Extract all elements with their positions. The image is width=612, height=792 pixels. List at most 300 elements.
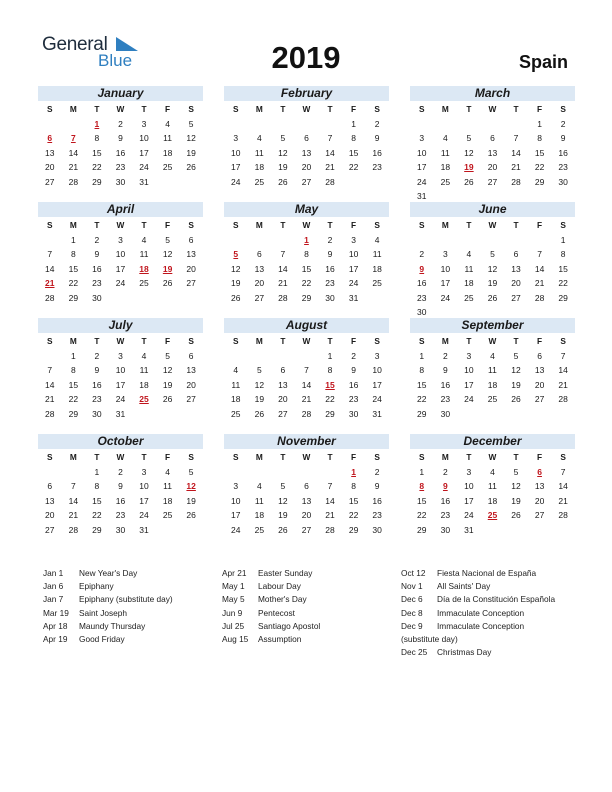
week-row: [38, 233, 203, 248]
weekday-label: T: [466, 104, 472, 115]
calendar-day: 8: [70, 365, 76, 376]
calendar-day: 9: [94, 365, 100, 376]
calendar-day: 24: [417, 176, 427, 187]
calendar-day: 20: [45, 162, 55, 173]
calendar-day: 5: [280, 133, 286, 144]
week-row: [224, 508, 389, 523]
calendar-day: 4: [233, 365, 239, 376]
holiday-date: 19: [464, 162, 474, 173]
holiday-item-date: Apr 18: [43, 620, 68, 631]
weekday-label: S: [419, 220, 425, 231]
month-july: [38, 318, 203, 421]
weekday-label: F: [351, 220, 357, 231]
holiday-item-date: Mar 19: [43, 607, 69, 618]
calendar-day: 13: [186, 365, 196, 376]
calendar-day: 19: [162, 379, 173, 390]
week-row: [38, 349, 203, 364]
calendar-day: 6: [188, 350, 194, 361]
calendar-day: 1: [70, 350, 76, 361]
month-name: June: [410, 202, 575, 217]
calendar-day: 25: [139, 278, 149, 289]
calendar-day: 3: [351, 234, 356, 245]
calendar-day: 9: [560, 133, 566, 144]
calendar-day: 9: [327, 249, 333, 260]
week-row: [410, 349, 575, 364]
calendar-day: 17: [115, 263, 126, 274]
calendar-day: 5: [188, 466, 194, 477]
calendar-day: 14: [45, 379, 55, 390]
weekday-label: M: [441, 104, 449, 115]
calendar-day: 14: [68, 495, 79, 506]
calendar-day: 30: [558, 176, 568, 187]
calendar-day: 20: [186, 263, 196, 274]
calendar-day: 13: [301, 147, 312, 158]
calendar-day: 20: [254, 278, 265, 289]
calendar-day: 22: [348, 162, 359, 173]
calendar-day: 7: [513, 133, 519, 144]
calendar-day: 15: [348, 147, 359, 158]
calendar-day: 3: [442, 249, 448, 260]
holiday-item-date: Dec 9: [401, 620, 423, 631]
calendar-day: 21: [301, 394, 312, 405]
month-february: [224, 86, 389, 189]
holiday-item: [401, 620, 571, 633]
weekday-header-row: [410, 334, 575, 349]
holiday-item-name: Maundy Thursday: [79, 620, 146, 631]
week-row: [224, 392, 389, 407]
calendar-day: 27: [301, 524, 312, 535]
calendar-day: 27: [45, 524, 55, 535]
calendar-day: 5: [490, 249, 495, 260]
calendar-day: 22: [417, 510, 427, 521]
calendar-day: 25: [487, 394, 498, 405]
calendar-day: 16: [372, 495, 382, 506]
month-name: January: [38, 86, 203, 101]
holiday-item: [222, 607, 397, 620]
calendar-day: 10: [464, 365, 474, 376]
calendar-day: 16: [115, 147, 126, 158]
calendar-day: 11: [231, 379, 241, 390]
weekday-label: M: [69, 104, 77, 115]
calendar-day: 16: [558, 147, 568, 158]
weekday-label: S: [374, 104, 380, 115]
holiday-date: 1: [304, 234, 309, 245]
weekday-label: M: [69, 452, 77, 463]
week-row: [410, 276, 575, 291]
calendar-day: 26: [278, 524, 288, 535]
calendar-day: 9: [374, 133, 380, 144]
weekday-label: T: [466, 336, 472, 347]
calendar-day: 10: [440, 263, 451, 274]
calendar-day: 7: [327, 133, 333, 144]
calendar-day: 30: [115, 524, 126, 535]
calendar-day: 1: [327, 350, 333, 361]
calendar-day: 18: [440, 162, 451, 173]
month-june: [410, 202, 575, 320]
calendar-day: 12: [487, 263, 498, 274]
calendar-day: 15: [558, 263, 568, 274]
week-row: [38, 479, 203, 494]
calendar-day: 26: [186, 510, 196, 521]
calendar-day: 25: [440, 176, 451, 187]
calendar-day: 29: [558, 292, 568, 303]
holiday-item-name: Epiphany: [79, 581, 114, 592]
calendar-day: 1: [560, 234, 566, 245]
holiday-date: 25: [139, 394, 149, 405]
calendar-day: 20: [45, 510, 55, 521]
weekday-header-row: [38, 218, 203, 233]
calendar-day: 17: [348, 263, 359, 274]
calendar-day: 7: [70, 481, 76, 492]
weekday-label: W: [488, 452, 497, 463]
holiday-item: [222, 580, 397, 593]
calendar-day: 21: [534, 278, 545, 289]
weekday-label: M: [255, 336, 263, 347]
weekday-label: F: [165, 336, 171, 347]
holiday-item-name: Immaculate Conception: [437, 620, 525, 631]
calendar-day: 13: [301, 495, 312, 506]
holiday-date: 15: [325, 379, 335, 390]
calendar-day: 6: [280, 365, 286, 376]
holiday-item-date: May 5: [222, 594, 245, 605]
holiday-item-date: Jun 9: [222, 607, 243, 618]
holiday-item-date: Jan 6: [43, 581, 64, 592]
holiday-item: [401, 646, 571, 659]
calendar-day: 28: [45, 292, 55, 303]
calendar-day: 7: [47, 365, 53, 376]
week-row: [38, 465, 203, 480]
weekday-label: T: [280, 220, 286, 231]
holiday-item-date: Nov 1: [401, 581, 423, 592]
calendar-day: 27: [254, 292, 265, 303]
calendar-day: 4: [256, 133, 262, 144]
calendar-day: 19: [511, 495, 521, 506]
calendar-day: 21: [45, 394, 55, 405]
calendar-day: 6: [304, 133, 309, 144]
calendar-day: 14: [558, 481, 568, 492]
holiday-item-name: Día de la Constitución Española: [437, 594, 556, 605]
calendar-day: 18: [487, 495, 498, 506]
month-name: May: [224, 202, 389, 217]
calendar-day: 24: [464, 394, 474, 405]
weekday-label: F: [537, 452, 543, 463]
calendar-day: 10: [139, 481, 149, 492]
holiday-date: 8: [419, 481, 425, 492]
calendar-day: 20: [186, 379, 196, 390]
week-row: [224, 465, 389, 480]
calendar-day: 11: [139, 249, 149, 260]
holiday-date: 12: [186, 481, 196, 492]
calendar-day: 12: [464, 147, 474, 158]
calendar-day: 13: [278, 379, 288, 390]
calendar-day: 3: [141, 118, 147, 129]
week-row: [224, 363, 389, 378]
calendar-day: 8: [94, 481, 100, 492]
holiday-date: 18: [139, 263, 149, 274]
calendar-day: 7: [47, 249, 53, 260]
calendar-country: Spain: [518, 52, 568, 72]
calendar-day: 15: [92, 147, 102, 158]
weekday-label: W: [302, 336, 311, 347]
calendar-day: 24: [348, 278, 359, 289]
calendar-day: 27: [487, 176, 498, 187]
weekday-label: S: [560, 104, 566, 115]
week-row: [410, 291, 575, 306]
calendar-day: 6: [490, 133, 495, 144]
calendar-day: 19: [511, 379, 521, 390]
week-row: [224, 233, 389, 248]
calendar-day: 14: [558, 365, 568, 376]
calendar-day: 23: [92, 394, 102, 405]
weekday-label: T: [94, 220, 100, 231]
calendar-day: 13: [487, 147, 498, 158]
calendar-year: 2019: [271, 40, 341, 75]
calendar-day: 11: [254, 147, 264, 158]
weekday-label: S: [188, 220, 194, 231]
calendar-day: 10: [231, 147, 241, 158]
holiday-date: 1: [94, 118, 100, 129]
holiday-item: [43, 620, 218, 633]
calendar-day: 29: [92, 176, 102, 187]
calendar-day: 27: [511, 292, 521, 303]
week-row: [410, 523, 575, 538]
calendar-day: 14: [68, 147, 79, 158]
holiday-item: [222, 567, 397, 580]
calendar-day: 13: [254, 263, 265, 274]
calendar-day: 26: [511, 510, 521, 521]
holiday-item: [43, 580, 218, 593]
weekday-header-row: [410, 102, 575, 117]
calendar-day: 24: [231, 524, 241, 535]
week-row: [38, 407, 203, 422]
weekday-label: T: [513, 104, 519, 115]
calendar-day: 8: [327, 365, 333, 376]
weekday-label: T: [327, 336, 333, 347]
calendar-day: 26: [511, 394, 521, 405]
calendar-day: 11: [372, 249, 382, 260]
calendar-day: 28: [325, 176, 335, 187]
calendar-day: 4: [165, 118, 170, 129]
calendar-day: 5: [280, 481, 286, 492]
calendar-day: 31: [417, 191, 427, 202]
calendar-day: 25: [162, 162, 173, 173]
calendar-day: 17: [372, 379, 382, 390]
calendar-day: 22: [558, 278, 568, 289]
week-row: [224, 407, 389, 422]
calendar-day: 31: [464, 524, 474, 535]
week-row: [410, 508, 575, 523]
week-row: [410, 494, 575, 509]
weekday-header-row: [224, 334, 389, 349]
calendar-day: 4: [442, 133, 448, 144]
weekday-label: M: [255, 104, 263, 115]
calendar-day: 16: [348, 379, 359, 390]
calendar-day: 2: [94, 350, 100, 361]
calendar-day: 9: [374, 481, 380, 492]
calendar-day: 26: [278, 176, 288, 187]
week-row: [224, 479, 389, 494]
calendar-day: 22: [348, 510, 359, 521]
calendar-day: 16: [325, 263, 335, 274]
calendar-day: 14: [325, 147, 335, 158]
calendar-day: 5: [513, 350, 519, 361]
weekday-label: W: [302, 104, 311, 115]
calendar-day: 10: [372, 365, 382, 376]
calendar-day: 28: [301, 408, 312, 419]
calendar-day: 22: [68, 394, 79, 405]
calendar-day: 16: [417, 278, 427, 289]
month-march: [410, 86, 575, 204]
calendar-day: 10: [417, 147, 427, 158]
week-row: [224, 378, 389, 393]
calendar-day: 11: [163, 481, 172, 492]
calendar-day: 23: [325, 278, 335, 289]
calendar-day: 20: [534, 379, 545, 390]
calendar-day: 5: [513, 466, 519, 477]
weekday-label: M: [69, 220, 77, 231]
calendar-day: 16: [440, 379, 451, 390]
weekday-label: S: [419, 336, 425, 347]
week-row: [38, 523, 203, 538]
calendar-day: 2: [560, 118, 566, 129]
holiday-date: 6: [47, 133, 53, 144]
weekday-label: T: [94, 336, 100, 347]
calendar-day: 3: [419, 133, 425, 144]
calendar-day: 21: [558, 495, 568, 506]
week-row: [410, 247, 575, 262]
calendar-day: 8: [351, 481, 356, 492]
calendar-day: 11: [254, 495, 264, 506]
weekday-label: S: [374, 220, 380, 231]
month-september: [410, 318, 575, 421]
weekday-label: S: [188, 452, 194, 463]
calendar-day: 4: [374, 234, 380, 245]
calendar-day: 12: [231, 263, 241, 274]
calendar-day: 26: [186, 162, 196, 173]
calendar-day: 18: [231, 394, 241, 405]
calendar-day: 19: [487, 278, 498, 289]
calendar-day: 28: [278, 292, 288, 303]
calendar-day: 3: [118, 234, 123, 245]
calendar-day: 22: [92, 162, 102, 173]
holiday-item: [43, 593, 218, 606]
calendar-day: 8: [560, 249, 566, 260]
calendar-day: 28: [511, 176, 521, 187]
calendar-day: 17: [464, 495, 474, 506]
calendar-day: 10: [139, 133, 149, 144]
weekday-label: W: [488, 104, 497, 115]
calendar-day: 13: [45, 147, 55, 158]
calendar-day: 15: [417, 495, 427, 506]
calendar-day: 3: [233, 481, 239, 492]
calendar-day: 20: [301, 510, 312, 521]
calendar-day: 14: [511, 147, 521, 158]
calendar-day: 2: [351, 350, 356, 361]
calendar-day: 28: [325, 524, 335, 535]
holiday-item-name: All Saints' Day: [437, 581, 491, 592]
calendar-day: 24: [464, 510, 474, 521]
weekday-label: W: [116, 336, 125, 347]
calendar-day: 23: [440, 510, 451, 521]
calendar-day: 17: [231, 510, 241, 521]
calendar-day: 18: [464, 278, 474, 289]
calendar-day: 23: [348, 394, 359, 405]
holiday-item-name: Christmas Day: [437, 647, 492, 658]
calendar-day: 21: [325, 162, 335, 173]
weekday-label: T: [280, 452, 286, 463]
calendar-day: 25: [162, 510, 173, 521]
month-name: November: [224, 434, 389, 449]
calendar-day: 31: [139, 524, 149, 535]
holiday-date: 9: [442, 481, 448, 492]
calendar-day: 20: [511, 278, 521, 289]
month-name: December: [410, 434, 575, 449]
holiday-item-name: Good Friday: [79, 633, 125, 644]
holiday-item-date: May 1: [222, 581, 245, 592]
weekday-label: S: [233, 104, 239, 115]
calendar-day: 18: [162, 495, 173, 506]
month-name: October: [38, 434, 203, 449]
calendar-day: 7: [304, 365, 309, 376]
calendar-day: 9: [442, 365, 448, 376]
holiday-item-date: Apr 21: [222, 568, 247, 578]
weekday-label: F: [351, 452, 357, 463]
calendar-day: 4: [165, 466, 170, 477]
calendar-day: 4: [466, 249, 472, 260]
calendar-day: 22: [534, 162, 545, 173]
holiday-item: [43, 567, 218, 580]
calendar-day: 6: [47, 481, 53, 492]
calendar-day: 16: [92, 379, 102, 390]
calendar-day: 5: [165, 234, 170, 245]
weekday-label: F: [537, 336, 543, 347]
calendar-day: 14: [325, 495, 335, 506]
holiday-date: 9: [419, 263, 425, 274]
weekday-label: S: [374, 336, 380, 347]
calendar-day: 2: [442, 350, 448, 361]
month-october: [38, 434, 203, 537]
holiday-column: [43, 567, 218, 646]
calendar-day: 1: [70, 234, 76, 245]
calendar-day: 2: [374, 118, 380, 129]
calendar-day: 15: [301, 263, 312, 274]
calendar-day: 11: [488, 481, 497, 492]
calendar-day: 30: [440, 524, 451, 535]
calendar-day: 27: [45, 176, 55, 187]
calendar-day: 31: [115, 408, 126, 419]
calendar-day: 29: [301, 292, 312, 303]
weekday-label: M: [441, 220, 449, 231]
holiday-item-name: Santiago Apostol: [258, 620, 321, 631]
calendar-day: 4: [141, 350, 147, 361]
week-row: [38, 160, 203, 175]
calendar-day: 4: [490, 350, 495, 361]
week-row: [38, 508, 203, 523]
week-row: [38, 247, 203, 262]
week-row: [38, 175, 203, 190]
calendar-day: 1: [537, 118, 542, 129]
week-row: [224, 160, 389, 175]
calendar-day: 16: [115, 495, 126, 506]
week-row: [38, 131, 203, 146]
week-row: [410, 363, 575, 378]
calendar-day: 25: [372, 278, 382, 289]
calendar-day: 20: [534, 495, 545, 506]
holiday-column: [222, 567, 397, 646]
weekday-label: S: [560, 452, 566, 463]
weekday-label: F: [165, 220, 171, 231]
calendar-day: 6: [304, 481, 309, 492]
